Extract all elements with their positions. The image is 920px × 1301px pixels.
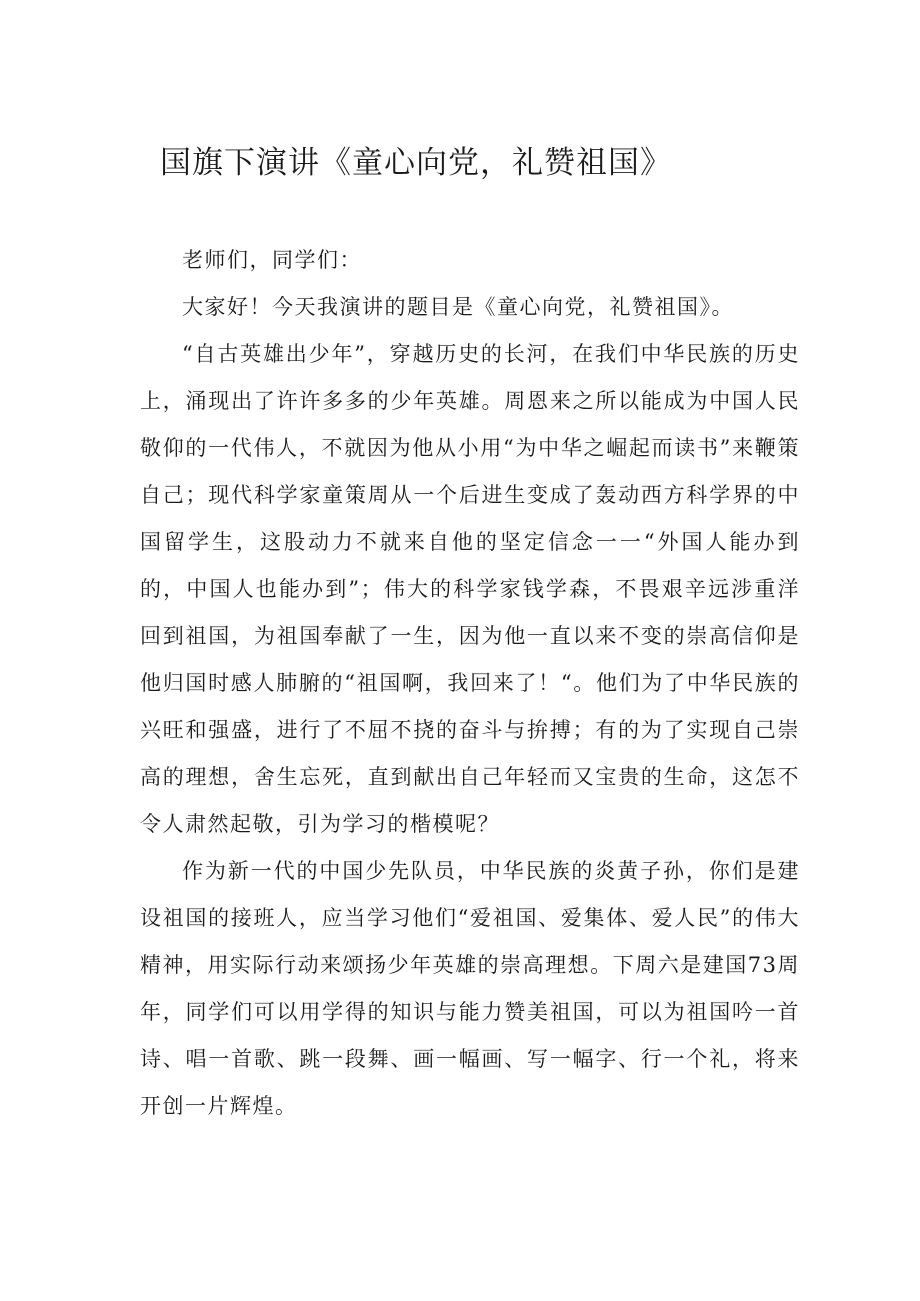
document-title: 国旗下演讲《童心向党，礼赞祖国》 [160,145,672,181]
call-to-action-paragraph: 作为新一代的中国少先队员，中华民族的炎黄子孙，你们是建设祖国的接班人，应当学习他们“爱祖国、爱集体、爱人民”的伟大精神，用实际行动来颂扬少年英雄的崇高理想。下周六是建国73周年，同学们可以用学得的知识与能力赞美祖国，可以为祖国吟一首诗、唱一首歌、跳一段舞、画一幅画、写一幅字、行一个礼，将来开创一片辉煌。 [140,859,800,1118]
heroes-paragraph: “自古英雄出少年”，穿越历史的长河，在我们中华民族的历史上，涌现出了许许多多的少年英雄。周恩来之所以能成为中国人民敬仰的一代伟人，不就因为他从小用“为中华之崛起而读书”来鞭策自己；现代科学家童策周从一个后进生变成了轰动西方科学界的中国留学生，这股动力不就来自他的坚定信念一一“外国人能办到的，中国人也能办到”；伟大的科学家钱学森，不畏艰辛远涉重洋回到祖国，为祖国奉献了一生，因为他一直以来不变的崇高信仰是他归国时感人肺腑的“祖国啊，我回来了！“。他们为了中华民族的兴旺和强盛，进行了不屈不挠的奋斗与拚搏；有的为了实现自己崇高的理想，舍生忘死，直到献出自己年轻而又宝贵的生命，这怎不令人肃然起敬，引为学习的楷模呢？ [140,342,800,836]
greeting-paragraph: 大家好！今天我演讲的题目是《童心向党，礼赞祖国》。 [182,295,734,319]
document-body [140,237,800,1130]
salutation-paragraph: 老师们，同学们： [182,248,362,272]
